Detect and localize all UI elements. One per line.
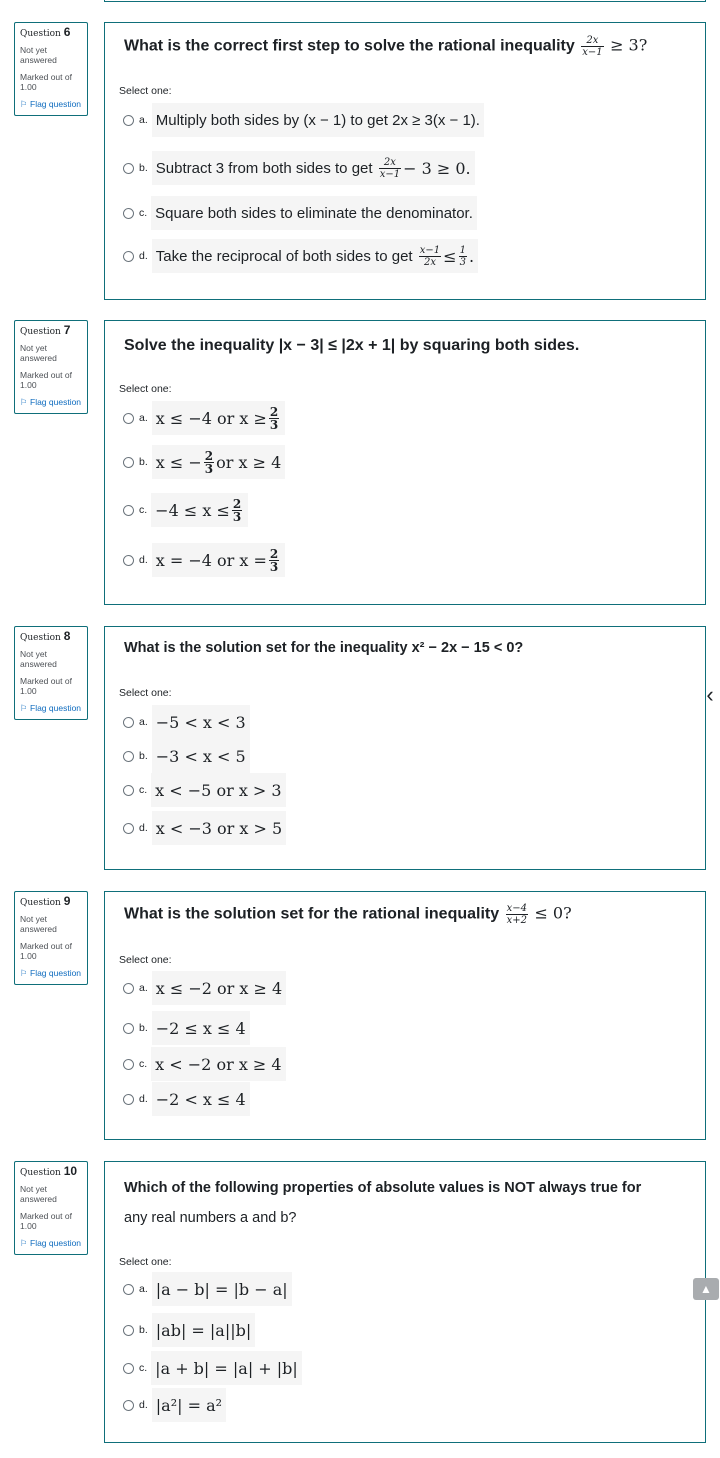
option-8b[interactable]: b. −3 < x < 5	[123, 741, 250, 771]
option-10a[interactable]: a. |a − b| = |b − a|	[123, 1274, 292, 1304]
fraction: $\frac{2}{3}$	[269, 546, 279, 574]
option-text: Take the reciprocal of both sides to get $\frac{x-1}{2x}$ ≤ $\frac{1}{3}$ .	[152, 239, 478, 273]
fraction: $\frac{2}{3}$	[232, 496, 242, 524]
option-7d[interactable]: d. x = −4 or x = $\frac{2}{3}$	[123, 545, 285, 575]
radio-button[interactable]	[123, 823, 134, 834]
option-9c[interactable]: c. x < −2 or x ≥ 4	[123, 1049, 286, 1079]
option-7c[interactable]: c. −4 ≤ x ≤ $\frac{2}{3}$	[123, 495, 248, 525]
option-10d[interactable]: d. |a²| = a²	[123, 1390, 226, 1420]
option-6d[interactable]: d. Take the reciprocal of both sides to get $\frac{x-1}{2x}$ ≤ $\frac{1}{3}$ .	[123, 241, 478, 271]
flag-question-link[interactable]: ⚐ Flag question	[20, 397, 82, 407]
flag-question-link[interactable]: ⚐ Flag question	[20, 968, 82, 978]
option-8d[interactable]: d. x < −3 or x > 5	[123, 813, 286, 843]
question-number: Question 10	[20, 1164, 78, 1178]
option-9d[interactable]: d. −2 < x ≤ 4	[123, 1084, 250, 1114]
option-8a[interactable]: a. −5 < x < 3	[123, 707, 250, 737]
flag-icon: ⚐	[20, 99, 28, 109]
question-info-6	[14, 22, 88, 116]
collapse-drawer-button[interactable]	[700, 683, 720, 707]
question-mark: Marked out of 1.00	[20, 72, 72, 92]
select-one-label: Select one:	[119, 954, 172, 966]
question-number: Question 9	[20, 894, 71, 908]
radio-button[interactable]	[123, 1059, 134, 1070]
radio-button[interactable]	[123, 1284, 134, 1295]
question-mark: Marked out of 1.00	[20, 941, 72, 961]
question-state: Not yet answered	[20, 914, 57, 934]
option-6a[interactable]: a. Multiply both sides by (x − 1) to get 2x ≥ 3(x − 1).	[123, 105, 484, 135]
fraction: $\frac{2}{3}$	[204, 448, 214, 476]
question-text: Solve the inequality |x − 3| ≤ |2x + 1| by squaring both sides.	[124, 337, 580, 354]
question-content-7	[104, 320, 706, 605]
option-7a[interactable]: a. x ≤ −4 or x ≥ $\frac{2}{3}$	[123, 403, 285, 433]
question-content-6	[104, 22, 706, 300]
option-6c[interactable]: c. Square both sides to eliminate the denominator.	[123, 198, 477, 228]
question-info-7	[14, 320, 88, 414]
radio-button[interactable]	[123, 1363, 134, 1374]
flag-icon: ⚐	[20, 397, 28, 407]
radio-button[interactable]	[123, 1023, 134, 1034]
question-content-9	[104, 891, 706, 1140]
option-8c[interactable]: c. x < −5 or x > 3	[123, 775, 286, 805]
question-text-line-1: Which of the following properties of absolute values is NOT always true for	[124, 1180, 642, 1196]
option-text: x ≤ −4 or x ≥ $\frac{2}{3}$	[152, 401, 286, 435]
flag-icon: ⚐	[20, 1238, 28, 1248]
question-mark: Marked out of 1.00	[20, 370, 72, 390]
flag-question-link[interactable]: ⚐ Flag question	[20, 1238, 82, 1248]
question-info-9	[14, 891, 88, 985]
question-text: What is the solution set for the inequality x² − 2x − 15 < 0?	[124, 640, 524, 656]
question-state: Not yet answered	[20, 649, 57, 669]
question-text: What is the correct first step to solve the rational inequality $\frac{2x}{x-1}$ ≥ 3?	[124, 35, 648, 58]
question-state: Not yet answered	[20, 1184, 57, 1204]
chevron-left-icon: ‹	[706, 682, 714, 707]
question-content-8	[104, 626, 706, 870]
option-text: −4 ≤ x ≤ $\frac{2}{3}$	[151, 493, 248, 527]
fraction: $\frac{2}{3}$	[269, 404, 279, 432]
question-number: Question 6	[20, 25, 71, 39]
option-9a[interactable]: a. x ≤ −2 or x ≥ 4	[123, 973, 286, 1003]
select-one-label: Select one:	[119, 687, 172, 699]
radio-button[interactable]	[123, 413, 134, 424]
question-number: Question 8	[20, 629, 71, 643]
option-9b[interactable]: b. −2 ≤ x ≤ 4	[123, 1013, 250, 1043]
flag-icon: ⚐	[20, 968, 28, 978]
radio-button[interactable]	[123, 717, 134, 728]
question-content-10	[104, 1161, 706, 1443]
option-10c[interactable]: c. |a + b| = |a| + |b|	[123, 1353, 302, 1383]
back-to-top-button[interactable]	[693, 1278, 719, 1300]
fraction-x-4-over-x-2: $\frac{x-4}{x+2}$	[506, 903, 527, 926]
option-6b[interactable]: b. Subtract 3 from both sides to get $\frac{2x}{x-1}$ − 3 ≥ 0.	[123, 153, 475, 183]
question-info-8	[14, 626, 88, 720]
radio-button[interactable]	[123, 163, 134, 174]
select-one-label: Select one:	[119, 85, 172, 97]
flag-question-link[interactable]: ⚐ Flag question	[20, 703, 82, 713]
option-10b[interactable]: b. |ab| = |a||b|	[123, 1315, 255, 1345]
radio-button[interactable]	[123, 251, 134, 262]
fraction-2x-over-x-1: $\frac{2x}{x-1}$	[582, 35, 603, 58]
radio-button[interactable]	[123, 1325, 134, 1336]
question-info-10	[14, 1161, 88, 1255]
radio-button[interactable]	[123, 208, 134, 219]
question-text-line-2: any real numbers a and b?	[124, 1210, 297, 1226]
question-text: What is the solution set for the rational inequality $\frac{x-4}{x+2}$ ≤ 0?	[124, 903, 572, 926]
flag-question-link[interactable]: ⚐ Flag question	[20, 99, 82, 109]
option-text: Subtract 3 from both sides to get $\frac{2x}{x-1}$ − 3 ≥ 0.	[152, 151, 475, 185]
previous-question-box-edge	[104, 0, 706, 2]
question-number: Question 7	[20, 323, 71, 337]
fraction: $\frac{2x}{x-1}$	[379, 156, 401, 180]
question-mark: Marked out of 1.00	[20, 676, 72, 696]
option-7b[interactable]: b. x ≤ − $\frac{2}{3}$ or x ≥ 4	[123, 447, 285, 477]
option-text: x = −4 or x = $\frac{2}{3}$	[152, 543, 286, 577]
radio-button[interactable]	[123, 505, 134, 516]
select-one-label: Select one:	[119, 383, 172, 395]
fraction: $\frac{x-1}{2x}$	[419, 244, 441, 268]
question-mark: Marked out of 1.00	[20, 1211, 72, 1231]
radio-button[interactable]	[123, 1094, 134, 1105]
flag-icon: ⚐	[20, 703, 28, 713]
radio-button[interactable]	[123, 115, 134, 126]
radio-button[interactable]	[123, 785, 134, 796]
option-text: x ≤ − $\frac{2}{3}$ or x ≥ 4	[152, 445, 286, 479]
radio-button[interactable]	[123, 555, 134, 566]
arrow-up-icon: ▲	[700, 1282, 712, 1296]
fraction: $\frac{1}{3}$	[459, 244, 466, 268]
radio-button[interactable]	[123, 751, 134, 762]
question-state: Not yet answered	[20, 45, 57, 65]
radio-button[interactable]	[123, 983, 134, 994]
radio-button[interactable]	[123, 457, 134, 468]
radio-button[interactable]	[123, 1400, 134, 1411]
question-state: Not yet answered	[20, 343, 57, 363]
select-one-label: Select one:	[119, 1256, 172, 1268]
